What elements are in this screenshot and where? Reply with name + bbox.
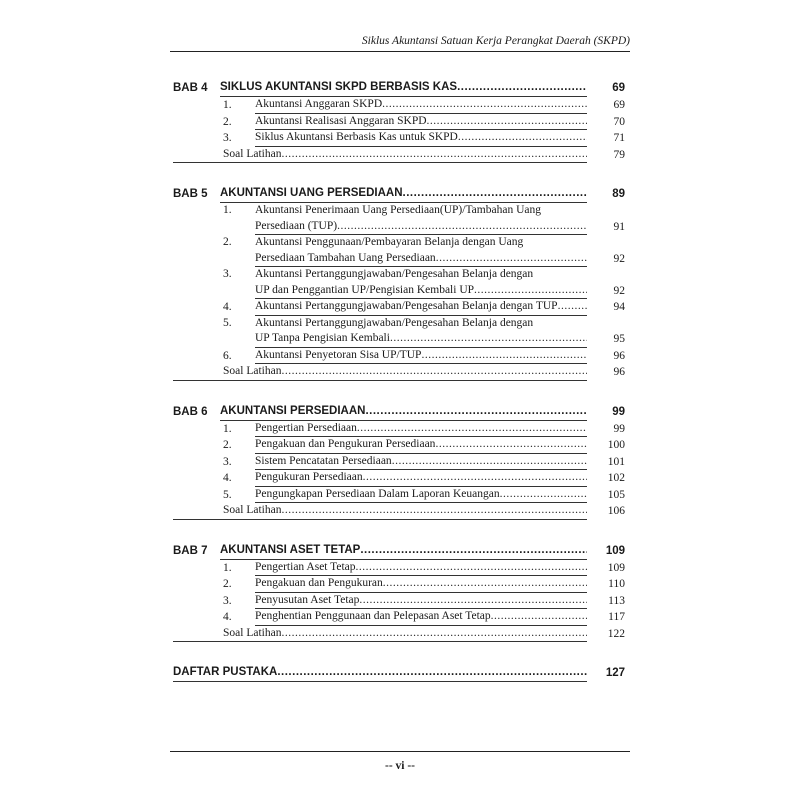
leader-dots [383, 576, 587, 592]
entry-title: Penyusutan Aset Tetap [255, 593, 360, 606]
leader-dots [382, 97, 587, 113]
table-of-contents [173, 78, 625, 682]
toc-chapter-4 [173, 78, 625, 163]
entry-title: Pengertian Aset Tetap [255, 560, 356, 573]
toc-soal-latihan [173, 147, 625, 164]
toc-entry [173, 609, 625, 626]
entry-title: Persediaan (TUP) [255, 219, 338, 232]
chapter-number: BAB 6 [173, 405, 208, 418]
chapter-number: BAB 5 [173, 188, 208, 200]
chapter-heading [173, 663, 625, 682]
entry-number: 2. [223, 578, 232, 590]
entry-page: 101 [607, 455, 625, 468]
chapter-heading [173, 184, 625, 203]
toc-entry [173, 437, 625, 454]
entry-page: 92 [613, 284, 625, 297]
entry-number: 2. [223, 439, 232, 451]
leader-dots [281, 503, 587, 519]
running-header: Siklus Akuntansi Satuan Kerja Perangkat Daerah (SKPD) [361, 35, 630, 47]
toc-entry [173, 421, 625, 438]
toc-entry [173, 267, 625, 283]
chapter-page: 127 [605, 667, 625, 679]
leader-dots [427, 114, 587, 130]
leader-dots [360, 541, 587, 559]
entry-number: 3. [223, 132, 232, 144]
entry-page: 110 [608, 578, 625, 590]
toc-entry [173, 454, 625, 471]
entry-title: Akuntansi Pertanggungjawaban/Pengesahan Belanja dengan TUP [255, 300, 558, 312]
entry-number: 3. [223, 455, 232, 468]
entry-number: 4. [223, 301, 232, 313]
entry-title: Pengungkapan Persediaan Dalam Laporan Keuangan [255, 487, 500, 500]
entry-page: 92 [613, 252, 625, 265]
entry-title: Persediaan Tambahan Uang Persediaan [255, 251, 436, 264]
entry-title: Soal Latihan [223, 365, 282, 377]
leader-dots [356, 560, 587, 576]
entry-title: UP dan Penggantian UP/Pengisian Kembali UP [255, 283, 475, 296]
entry-number: 4. [223, 611, 232, 623]
leader-dots [337, 219, 587, 235]
entry-page: 105 [607, 488, 625, 501]
leader-dots [403, 184, 587, 202]
chapter-page: 109 [605, 544, 625, 557]
entry-title: Akuntansi Pertanggungjawaban/Pengesahan Belanja dengan [255, 268, 534, 280]
toc-entry [173, 97, 625, 114]
entry-number: 6. [223, 349, 232, 362]
toc-daftar-pustaka [173, 663, 625, 682]
entry-number: 1. [223, 204, 232, 216]
toc-entry [173, 130, 625, 147]
entry-page: 106 [607, 505, 625, 517]
leader-dots [457, 78, 587, 96]
toc-entry [173, 348, 625, 365]
chapter-page: 99 [612, 405, 625, 418]
toc-chapter-6 [173, 402, 625, 520]
entry-title: Akuntansi Penyetoran Sisa UP/TUP [255, 348, 422, 361]
entry-number: 1. [223, 561, 232, 574]
toc-entry-continued [173, 283, 625, 300]
entry-number: 1. [223, 422, 232, 435]
entry-page: 69 [613, 99, 625, 111]
toc-soal-latihan [173, 626, 625, 643]
entry-number: 2. [223, 236, 232, 248]
entry-page: 99 [613, 422, 625, 435]
entry-page: 109 [607, 561, 625, 574]
chapter-heading [173, 541, 625, 560]
entry-page: 96 [613, 349, 625, 362]
toc-soal-latihan [173, 503, 625, 520]
toc-entry-continued [173, 331, 625, 348]
entry-page: 113 [608, 594, 625, 607]
toc-entry [173, 470, 625, 487]
toc-entry [173, 235, 625, 251]
leader-dots [435, 437, 587, 453]
chapter-heading [173, 78, 625, 97]
page-number: -- vi -- [384, 760, 415, 772]
entry-title: Akuntansi Penggunaan/Pembayaran Belanja dengan Uang [255, 236, 524, 248]
entry-title: Penghentian Penggunaan dan Pelepasan Aset Tetap [255, 610, 491, 622]
entry-title: Soal Latihan [223, 504, 282, 516]
leader-dots [363, 470, 587, 486]
entry-page: 71 [613, 132, 625, 144]
entry-page: 96 [613, 366, 625, 378]
chapter-title: SIKLUS AKUNTANSI SKPD BERBASIS KAS [220, 81, 458, 93]
entry-title: Akuntansi Penerimaan Uang Persediaan(UP)/Tambahan Uang [255, 204, 541, 216]
toc-entry [173, 576, 625, 593]
entry-title: Akuntansi Pertanggungjawaban/Pengesahan Belanja dengan [255, 316, 534, 329]
leader-dots [357, 421, 587, 437]
leader-dots [281, 626, 587, 642]
leader-dots [458, 130, 587, 146]
leader-dots [277, 663, 587, 681]
leader-dots [436, 251, 587, 267]
chapter-page: 69 [612, 82, 625, 94]
leader-dots [359, 593, 587, 609]
entry-page: 95 [613, 333, 625, 345]
entry-title: Pengertian Persediaan [255, 421, 357, 434]
toc-soal-latihan [173, 364, 625, 381]
chapter-heading [173, 402, 625, 421]
leader-dots [281, 147, 587, 163]
chapter-title: AKUNTANSI ASET TETAP [220, 543, 361, 556]
footer-rule [170, 751, 630, 752]
entry-page: 94 [613, 301, 625, 313]
chapter-title: DAFTAR PUSTAKA [173, 666, 278, 678]
chapter-title: AKUNTANSI PERSEDIAAN [220, 404, 366, 417]
entry-title: Akuntansi Realisasi Anggaran SKPD [255, 114, 427, 127]
entry-title: Soal Latihan [223, 147, 282, 160]
entry-number: 3. [223, 594, 232, 607]
entry-number: 4. [223, 472, 232, 484]
toc-entry-continued [173, 251, 625, 268]
leader-dots [390, 331, 587, 347]
toc-chapter-5 [173, 184, 625, 381]
entry-title: UP Tanpa Pengisian Kembali [255, 332, 390, 344]
toc-entry [173, 114, 625, 131]
leader-dots [474, 283, 587, 299]
chapter-page: 89 [612, 188, 625, 200]
entry-title: Pengakuan dan Pengukuran Persediaan [255, 438, 436, 450]
toc-entry [173, 593, 625, 610]
entry-title: Pengakuan dan Pengukuran [255, 577, 383, 589]
toc-chapter-7 [173, 541, 625, 643]
header-rule [170, 51, 630, 52]
leader-dots [281, 364, 587, 380]
toc-entry [173, 299, 625, 316]
entry-number: 2. [223, 115, 232, 128]
entry-page: 117 [608, 611, 625, 623]
leader-dots [558, 299, 587, 315]
leader-dots [500, 487, 587, 503]
entry-page: 102 [607, 472, 625, 484]
toc-entry [173, 560, 625, 577]
entry-number: 5. [223, 488, 232, 501]
chapter-number: BAB 7 [173, 544, 208, 557]
entry-page: 79 [613, 148, 625, 161]
leader-dots [491, 609, 587, 625]
leader-dots [365, 402, 587, 420]
toc-entry-continued [173, 219, 625, 236]
entry-title: Akuntansi Anggaran SKPD [255, 98, 383, 110]
entry-number: 5. [223, 316, 232, 329]
entry-title: Sistem Pencatatan Persediaan [255, 454, 392, 467]
entry-number: 3. [223, 268, 232, 280]
entry-title: Siklus Akuntansi Berbasis Kas untuk SKPD [255, 131, 458, 143]
entry-number: 1. [223, 99, 232, 111]
entry-title: Soal Latihan [223, 626, 282, 639]
entry-page: 70 [613, 115, 625, 128]
toc-entry [173, 487, 625, 504]
leader-dots [392, 454, 587, 470]
entry-page: 122 [607, 627, 625, 640]
chapter-title: AKUNTANSI UANG PERSEDIAAN [220, 187, 403, 199]
entry-title: Pengukuran Persediaan [255, 471, 363, 483]
entry-page: 100 [607, 439, 625, 451]
entry-page: 91 [613, 220, 625, 233]
toc-entry [173, 316, 625, 332]
toc-entry [173, 203, 625, 219]
leader-dots [421, 348, 587, 364]
chapter-number: BAB 4 [173, 82, 208, 94]
